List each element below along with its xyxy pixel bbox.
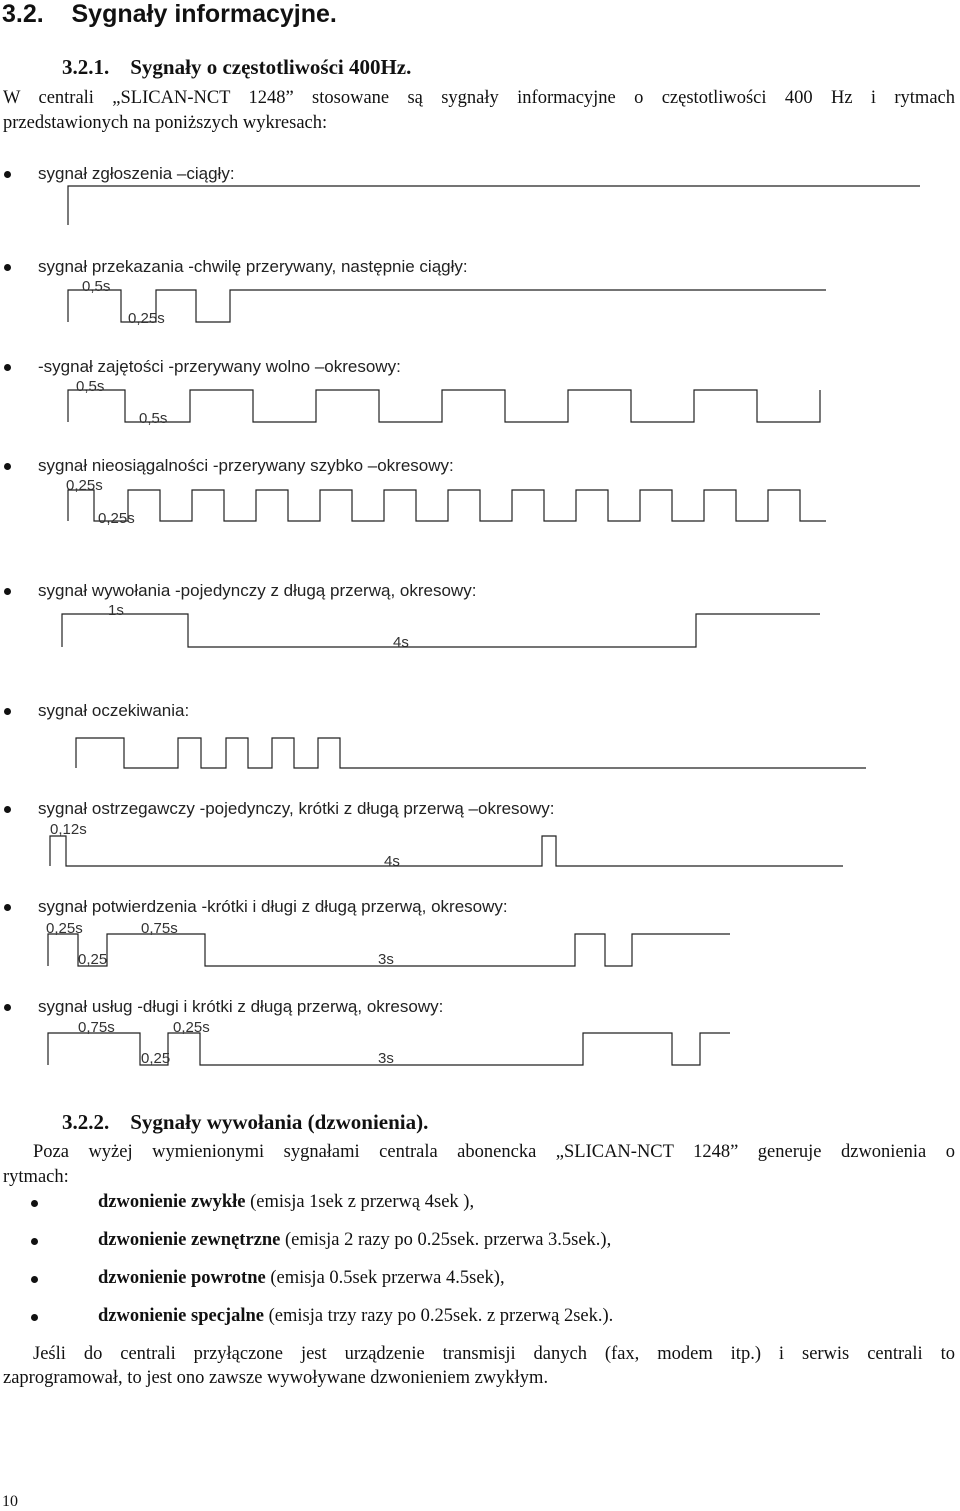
annotation-label: 0,5s bbox=[82, 278, 111, 295]
annotation-label: 4s bbox=[393, 634, 409, 651]
annotation-label: 0,25s bbox=[128, 310, 165, 327]
ringing-item bbox=[98, 1268, 505, 1289]
subsection-number: 3.2.2. bbox=[62, 1110, 110, 1134]
annotation-label: 3s bbox=[378, 1050, 394, 1067]
annotation-label: 0,25s bbox=[46, 920, 83, 937]
section-number: 3.2. bbox=[2, 0, 44, 28]
closing-line-2: zaprogramował, to jest ono zawsze wywoływane dzwonieniem zwykłym. bbox=[3, 1368, 549, 1388]
waveform-busy bbox=[68, 390, 820, 422]
waveform-waiting bbox=[76, 738, 866, 768]
ringing-desc: (emisja 1sek z przerwą 4sek ), bbox=[245, 1192, 475, 1212]
bullet-icon bbox=[31, 1276, 38, 1283]
ringing-name: dzwonienie powrotne bbox=[98, 1268, 266, 1288]
waveform-unreachable bbox=[68, 490, 826, 521]
bullet-icon bbox=[31, 1314, 38, 1321]
annotation-label: 4s bbox=[384, 853, 400, 870]
annotation-label: 0,12s bbox=[50, 821, 87, 838]
signal-label: -sygnał zajętości -przerywany wolno –okresowy: bbox=[38, 357, 401, 376]
closing-line-1: Jeśli do centrali przyłączone jest urządzenie transmisji danych (fax, modem itp.) i serwis centrali to bbox=[33, 1344, 955, 1364]
bullet-icon bbox=[31, 1238, 38, 1245]
waveform-continuous bbox=[68, 186, 920, 225]
ringing-item bbox=[98, 1306, 613, 1327]
signal-label: sygnał wywołania -pojedynczy z długą przerwą, okresowy: bbox=[38, 581, 477, 600]
annotation-label: 0,25s bbox=[66, 477, 103, 494]
page-number: 10 bbox=[2, 1493, 18, 1510]
signal-label: sygnał oczekiwania: bbox=[38, 701, 190, 720]
subsection-title: Sygnały o częstotliwości 400Hz. bbox=[130, 55, 412, 79]
intro-line-2: przedstawionych na poniższych wykresach: bbox=[3, 113, 328, 133]
ringing-item bbox=[98, 1230, 611, 1251]
section-title: Sygnały informacyjne. bbox=[71, 0, 337, 28]
annotation-label: 0,75s bbox=[141, 920, 178, 937]
ringing-item bbox=[98, 1192, 474, 1213]
signal-label: sygnał ostrzegawczy -pojedynczy, krótki z długą przerwą –okresowy: bbox=[38, 799, 555, 818]
ringing-desc: (emisja 2 razy po 0.25sek. przerwa 3.5sek.), bbox=[280, 1230, 612, 1250]
annotation-label: 0,25s bbox=[98, 510, 135, 527]
subsection-number: 3.2.1. bbox=[62, 55, 110, 79]
subsection-title: Sygnały wywołania (dzwonienia). bbox=[130, 1110, 429, 1134]
signal-label: sygnał nieosiągalności -przerywany szybko –okresowy: bbox=[38, 456, 454, 475]
signal-label: sygnał zgłoszenia –ciągły: bbox=[38, 164, 235, 183]
annotation-label: 3s bbox=[378, 951, 394, 968]
ringing-name: dzwonienie zewnętrzne bbox=[98, 1230, 281, 1250]
annotation-label: 0,25 bbox=[141, 1050, 171, 1067]
annotation-label: 0,25 bbox=[78, 951, 108, 968]
annotation-label: 1s bbox=[108, 602, 124, 619]
ringing-desc: (emisja trzy razy po 0.25sek. z przerwą 2sek.). bbox=[263, 1306, 614, 1326]
waveform-ringing bbox=[62, 614, 820, 647]
waveform-warning bbox=[50, 836, 843, 866]
annotation-label: 0,5s bbox=[76, 378, 105, 395]
annotation-label: 0,25s bbox=[173, 1019, 210, 1036]
intro-line-1: W centrali „SLICAN-NCT 1248” stosowane są sygnały informacyjne o częstotliwości 400 Hz i rytmach bbox=[3, 88, 955, 108]
ringing-name: dzwonienie specjalne bbox=[98, 1306, 264, 1326]
ringing-desc: (emisja 0.5sek przerwa 4.5sek), bbox=[265, 1268, 505, 1288]
waveform-transfer bbox=[68, 290, 826, 322]
signal-label: sygnał potwierdzenia -krótki i długi z długą przerwą, okresowy: bbox=[38, 897, 508, 916]
ringing-intro-line-1: Poza wyżej wymienionymi sygnałami centrala abonencka „SLICAN-NCT 1248” generuje dzwonienia o bbox=[33, 1142, 955, 1162]
annotation-label: 0,75s bbox=[78, 1019, 115, 1036]
annotation-label: 0,5s bbox=[139, 410, 168, 427]
ringing-name: dzwonienie zwykłe bbox=[98, 1192, 246, 1212]
signal-label: sygnał usług -długi i krótki z długą przerwą, okresowy: bbox=[38, 997, 444, 1016]
subsection-heading-2 bbox=[62, 1110, 428, 1135]
bullet-icon bbox=[31, 1200, 38, 1207]
ringing-intro-line-2: rytmach: bbox=[3, 1167, 69, 1187]
signal-label: sygnał przekazania -chwilę przerywany, następnie ciągły: bbox=[38, 257, 468, 276]
